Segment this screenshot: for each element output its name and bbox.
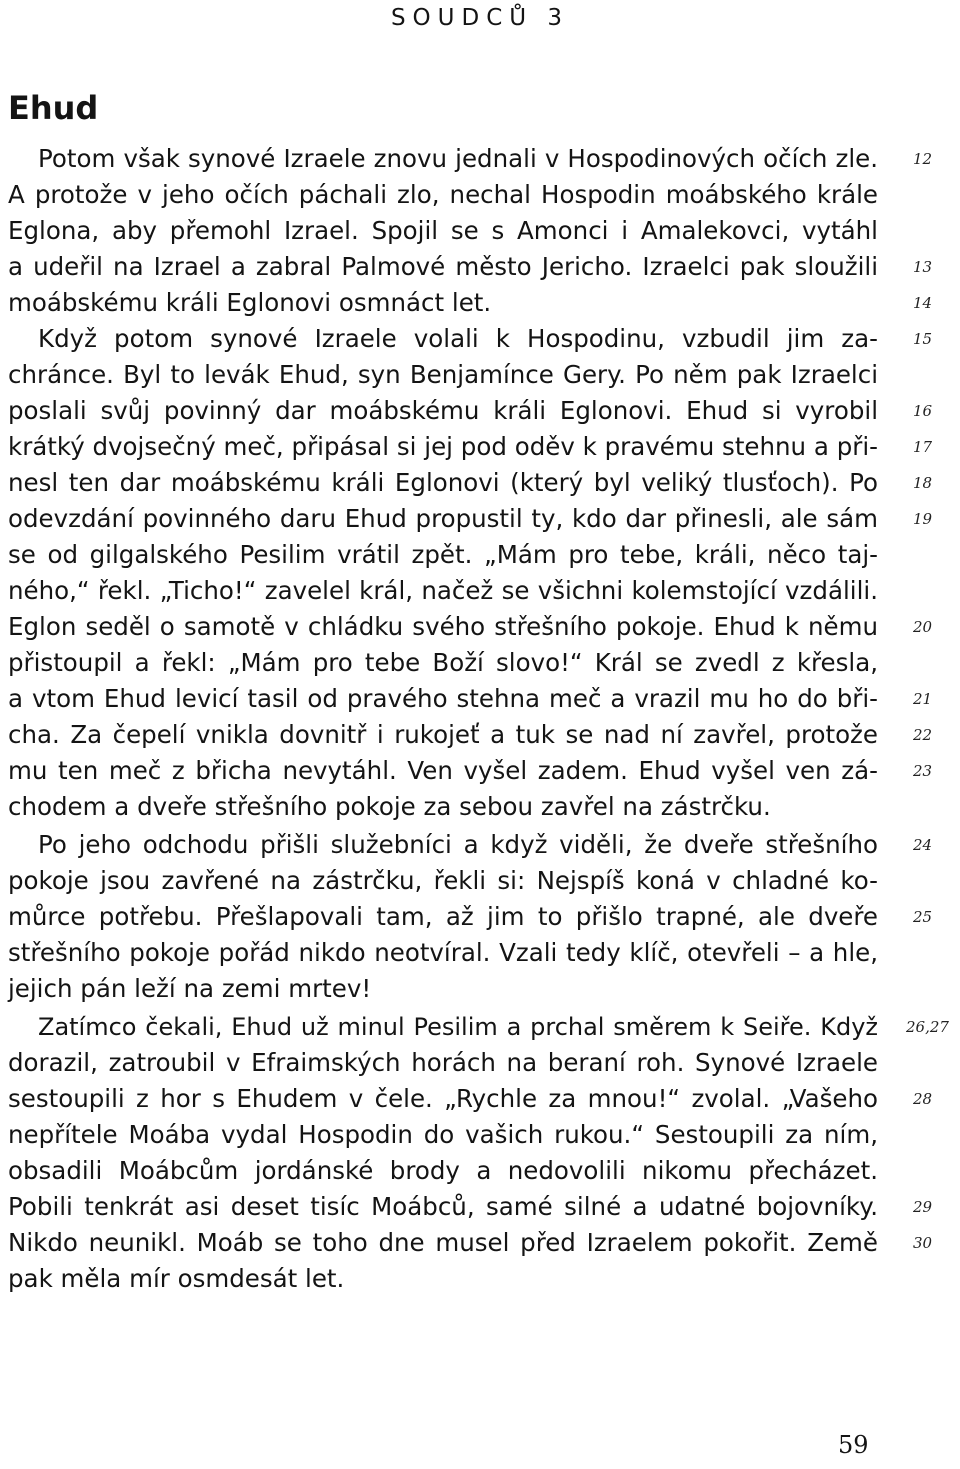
text-line: jejich pán leží na zemi mrtev!	[8, 974, 372, 1003]
page-number: 59	[838, 1431, 869, 1459]
text-line: se od gilgalského Pesilim vrátil zpět. „Mám pro tebe, králi, něco taj-	[8, 540, 878, 569]
verse-number: 29	[913, 1198, 933, 1216]
verse-number: 19	[913, 510, 933, 528]
verse-number: 12	[913, 150, 933, 168]
text-line: nepřítele Moába vydal Hospodin do vašich rukou.“ Sestoupili za ním,	[8, 1120, 878, 1149]
verse-number: 30	[913, 1234, 933, 1252]
text-line: pokoje jsou zavřené na zástrčku, řekli si: Nejspíš koná v chladné ko-	[8, 866, 878, 895]
text-line: Eglona, aby přemohl Izrael. Spojil se s Amonci i Amalekovci, vytáhl	[8, 216, 878, 245]
text-line: pak měla mír osmdesát let.	[8, 1264, 345, 1293]
text-line: cha. Za čepelí vnikla dovnitř i rukojeť a tuk se nad ní zavřel, protože	[8, 720, 878, 749]
text-line: obsadili Moábcům jordánské brody a nedovolili nikomu přecházet.	[8, 1156, 878, 1185]
text-line: A protože v jeho očích páchali zlo, nechal Hospodin moábského krále	[8, 180, 878, 209]
verse-number: 25	[913, 908, 933, 926]
text-line: ného,“ řekl. „Ticho!“ zavelel král, načež se všichni kolemstojící vzdálili.	[8, 576, 878, 605]
verse-number: 26,27	[906, 1018, 949, 1036]
text-line: nesl ten dar moábskému králi Eglonovi (který byl veliký tlusťoch). Po	[8, 468, 878, 497]
verse-number: 15	[913, 330, 933, 348]
verse-number: 24	[913, 836, 933, 854]
verse-number: 13	[913, 258, 933, 276]
verse-number: 23	[913, 762, 933, 780]
text-line: chodem a dveře střešního pokoje za sebou zavřel na zástrčku.	[8, 792, 771, 821]
text-line: dorazil, zatroubil v Efraimských horách na beraní roh. Synové Izraele	[8, 1048, 878, 1077]
text-line: a vtom Ehud levicí tasil od pravého stehna meč a vrazil mu ho do bři-	[8, 684, 878, 713]
verse-number: 17	[913, 438, 933, 456]
text-line: Nikdo neunikl. Moáb se toho dne musel před Izraelem pokořit. Země	[8, 1228, 878, 1257]
text-line: Po jeho odchodu přišli služebníci a když viděli, že dveře střešního	[38, 830, 878, 859]
section-title: Ehud	[8, 89, 99, 127]
text-line: odevzdání povinného daru Ehud propustil ty, kdo dar přinesli, ale sám	[8, 504, 878, 533]
running-head: SOUDCŮ 3	[390, 5, 570, 31]
text-line: mu ten meč z břicha nevytáhl. Ven vyšel zadem. Ehud vyšel ven zá-	[8, 756, 878, 785]
text-line: Zatímco čekali, Ehud už minul Pesilim a prchal směrem k Seiře. Když	[38, 1013, 878, 1041]
text-line: Eglon seděl o samotě v chládku svého střešního pokoje. Ehud k němu	[8, 612, 878, 641]
text-line: sestoupili z hor s Ehudem v čele. „Rychle za mnou!“ zvolal. „Vašeho	[8, 1084, 878, 1113]
verse-number: 28	[913, 1090, 933, 1108]
text-line: poslali svůj povinný dar moábskému králi Eglonovi. Ehud si vyrobil	[8, 396, 878, 425]
verse-number: 22	[913, 726, 933, 744]
verse-number: 21	[913, 690, 933, 708]
text-line: krátký dvojsečný meč, připásal si jej pod oděv k pravému stehnu a při-	[8, 432, 878, 461]
verse-number: 14	[913, 294, 933, 312]
verse-number: 18	[913, 474, 933, 492]
text-line: můrce potřebu. Přešlapovali tam, až jim to přišlo trapné, ale dveře	[8, 902, 878, 931]
text-line: Když potom synové Izraele volali k Hospodinu, vzbudil jim za-	[38, 324, 878, 353]
text-line: Pobili tenkrát asi deset tisíc Moábců, samé silné a udatné bojovníky.	[8, 1192, 878, 1221]
text-line: chránce. Byl to levák Ehud, syn Benjamínce Gery. Po něm pak Izraelci	[8, 360, 878, 389]
verse-number: 16	[913, 402, 933, 420]
verse-number: 20	[913, 618, 933, 636]
text-line: moábskému králi Eglonovi osmnáct let.	[8, 288, 492, 317]
text-line: Potom však synové Izraele znovu jednali v Hospodinových očích zle.	[38, 144, 878, 173]
text-line: a udeřil na Izrael a zabral Palmové město Jericho. Izraelci pak sloužili	[8, 252, 878, 281]
text-line: střešního pokoje pořád nikdo neotvíral. Vzali tedy klíč, otevřeli – a hle,	[8, 938, 878, 967]
text-line: přistoupil a řekl: „Mám pro tebe Boží slovo!“ Král se zvedl z křesla,	[8, 648, 878, 677]
